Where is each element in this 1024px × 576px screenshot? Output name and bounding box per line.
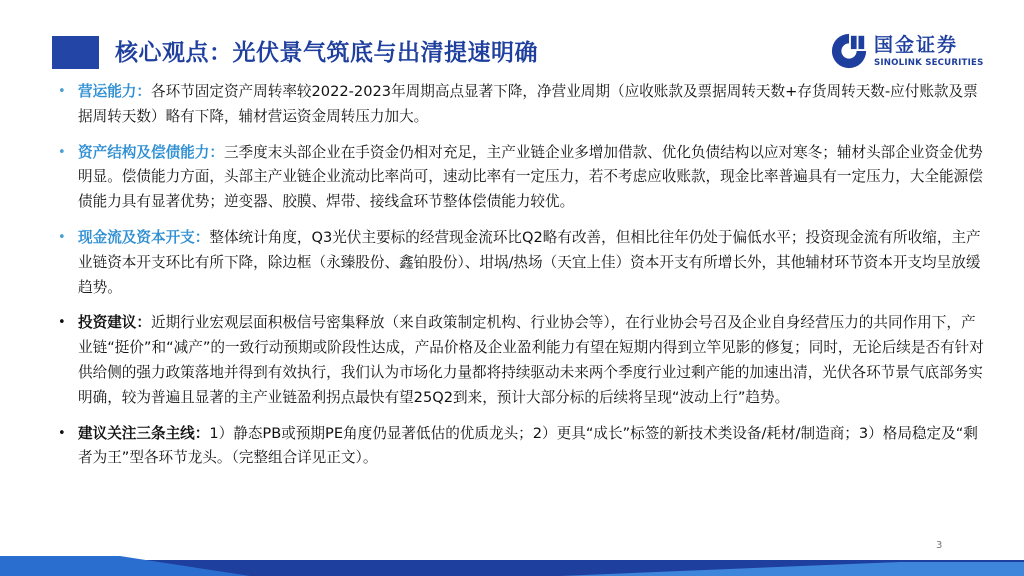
point-asset-structure (58, 141, 988, 215)
bullet-icon: • (58, 229, 66, 245)
point-investment-advice (58, 311, 988, 410)
page-number: 3 (936, 540, 943, 551)
point-label: 投资建议： (78, 314, 151, 332)
point-label: 资产结构及偿债能力： (78, 143, 224, 161)
key-points-list (58, 80, 988, 482)
point-label: 营运能力： (78, 83, 151, 100)
point-label: 现金流及资本开支： (78, 228, 210, 246)
title-accent-bar (52, 36, 99, 69)
point-cashflow-capex (58, 226, 988, 300)
logo-chinese-name: 国金证券 (874, 34, 959, 56)
point-operating-capacity (58, 80, 988, 130)
point-text: 1）静态PB或预期PE角度仍显著低估的优质龙头；2）更具“成长”标签的新技术类设备/耗材/制造商；3）格局稳定及“剩者为王”型各环节龙头。（完整组合详见正文）。 (78, 424, 978, 467)
bullet-icon: • (58, 425, 66, 441)
point-three-themes (58, 422, 988, 472)
footer-band (0, 556, 1024, 576)
point-text: 近期行业宏观层面积极信号密集释放（来自政策制定机构、行业协会等），在行业协会号召及企业自身经营压力的共同作用下，产业链“挺价”和“减产”的一致行动预期或阶段性达成，产品价格及企业盈利能力有望在短期内得到立竿见影的修复；同时，无论后续是否有针对供给侧的强力政策落地并得到有效执行，我们认为市场化力量都将持续驱动未来两个季度行业过剩产能的加速出清，光伏各环节景气底部务实明确，较为普遍且显著的主产业链盈利拐点最快有望25Q2到来，预计大部分标的后续将呈现“波动上行”趋势。 (78, 314, 984, 406)
company-logo (830, 30, 1006, 76)
sinolink-logo-icon (830, 32, 868, 70)
point-text: 各环节固定资产周转率较2022-2023年周期高点显著下降，净营业周期（应收账款及票据周转天数+存货周转天数-应付账款及票据周转天数）略有下降，辅材营运资金周转压力加大。 (78, 83, 978, 125)
point-text: 整体统计角度，Q3光伏主要标的经营现金流环比Q2略有改善，但相比往年仍处于偏低水平；投资现金流有所收缩，主产业链资本开支环比有所下降，除边框（永臻股份、鑫铂股份）、坩埚/热场（天宜上佳）资本开支有所增长外，其他辅材环节资本开支均呈放缓趋势。 (78, 228, 981, 296)
point-label: 建议关注三条主线： (78, 424, 210, 442)
page-title: 核心观点：光伏景气筑底与出清提速明确 (115, 40, 538, 66)
bullet-icon: • (58, 315, 66, 331)
bullet-icon: • (58, 84, 66, 99)
bullet-icon: • (58, 144, 66, 160)
logo-english-name: SINOLINK SECURITIES (874, 58, 984, 68)
point-text: 三季度末头部企业在手资金仍相对充足，主产业链企业多增加借款、优化负债结构以应对寒冬；辅材头部企业资金优势明显。偿债能力方面，头部主产业链企业流动比率尚可，速动比率有一定压力，若不考虑应收账款，现金比率普遍具有一定压力，大全能源偿债能力具有显著优势；逆变器、胶膜、焊带、接线盒环节整体偿债能力较优。 (78, 143, 983, 211)
